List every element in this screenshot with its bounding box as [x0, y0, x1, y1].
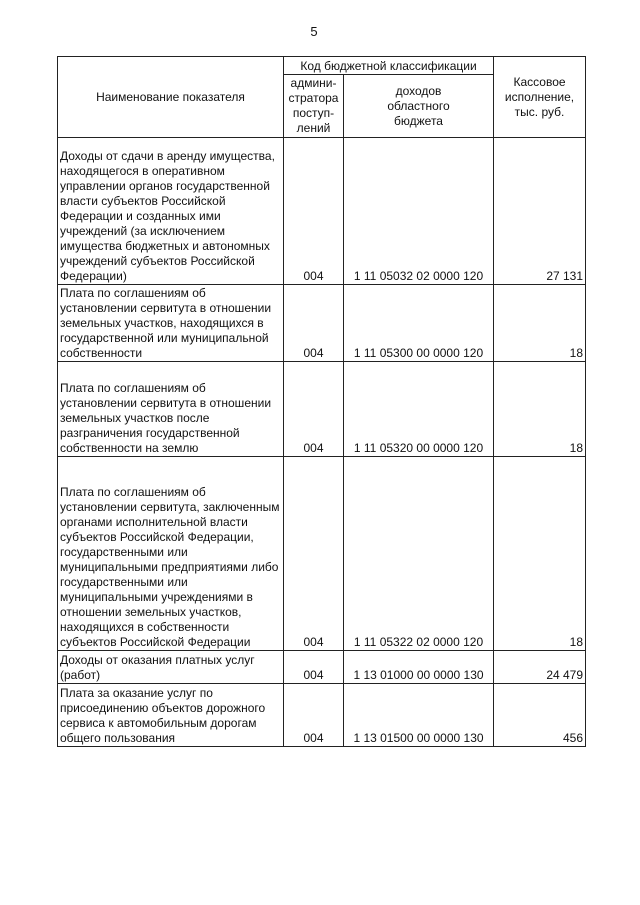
indicator-name: Плата по соглашениям об установлении сервитута в отношении земельных участков, находящихся в государственной или муниципальной собственности: [58, 285, 284, 362]
header-admin-code: админи- стратора поступ- лений: [284, 75, 344, 138]
indicator-name: Плата по соглашениям об установлении сервитута в отношении земельных участков после разграничения государственной собственности на землю: [58, 362, 284, 457]
table-row: [58, 651, 586, 684]
budget-code: 1 13 01500 00 0000 130: [344, 684, 494, 747]
table-row: [58, 285, 586, 362]
admin-code: 004: [284, 684, 344, 747]
execution-amount: 456: [494, 684, 586, 747]
table-row: [58, 457, 586, 651]
budget-code: 1 13 01000 00 0000 130: [344, 651, 494, 684]
indicator-name: Плата за оказание услуг по присоединению объектов дорожного сервиса к автомобильным дорогам общего пользования: [58, 684, 284, 747]
execution-amount: 24 479: [494, 651, 586, 684]
page-number: 5: [310, 24, 318, 39]
header-income-code: доходов областного бюджета: [344, 75, 494, 138]
admin-code: 004: [284, 285, 344, 362]
execution-amount: 18: [494, 285, 586, 362]
execution-amount: 18: [494, 362, 586, 457]
budget-code: 1 11 05322 02 0000 120: [344, 457, 494, 651]
execution-amount: 27 131: [494, 138, 586, 285]
table-row: [58, 362, 586, 457]
table-row: [58, 138, 586, 285]
table-row: [58, 684, 586, 747]
budget-code: 1 11 05032 02 0000 120: [344, 138, 494, 285]
budget-code: 1 11 05320 00 0000 120: [344, 362, 494, 457]
indicator-name: Плата по соглашениям об установлении сервитута, заключенным органами исполнительной власти субъектов Российской Федерации, государственными или муниципальными предприятиями либо государственными или муниципальными учреждениями в отношении земельных участков, находящихся в собственности субъектов Российской Федерации: [58, 457, 284, 651]
header-budget-code-group: Код бюджетной классификации: [284, 57, 494, 75]
admin-code: 004: [284, 138, 344, 285]
admin-code: 004: [284, 651, 344, 684]
header-indicator-name: Наименование показателя: [58, 57, 284, 138]
indicator-name: Доходы от оказания платных услуг (работ): [58, 651, 284, 684]
budget-execution-table: [57, 56, 586, 747]
budget-code: 1 11 05300 00 0000 120: [344, 285, 494, 362]
indicator-name: Доходы от сдачи в аренду имущества, находящегося в оперативном управлении органов государственной власти субъектов Российской Федерации и созданных ими учреждений (за исключением имущества бюджетных и автономных учреждений субъектов Российской Федерации): [58, 138, 284, 285]
admin-code: 004: [284, 457, 344, 651]
admin-code: 004: [284, 362, 344, 457]
header-cash-execution: Кассовое исполнение, тыс. руб.: [494, 57, 586, 138]
execution-amount: 18: [494, 457, 586, 651]
